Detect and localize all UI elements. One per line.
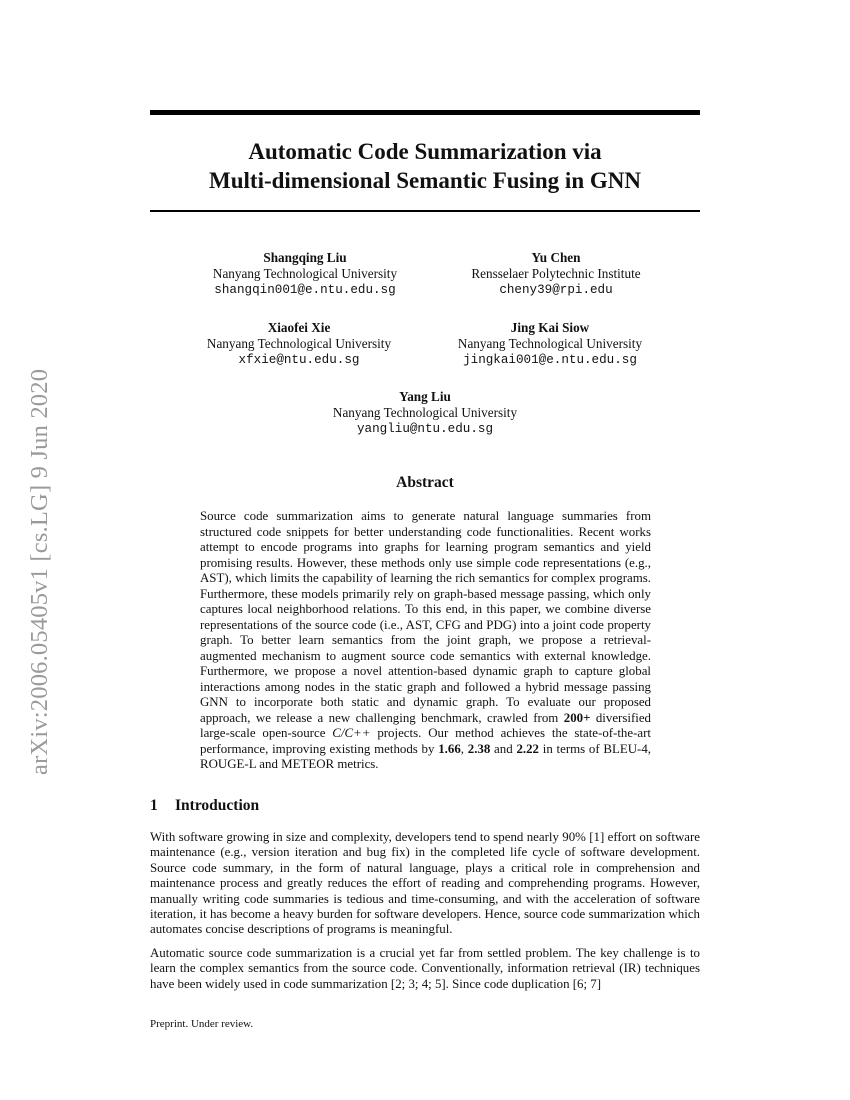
author-name: Xiaofei Xie — [267, 320, 331, 335]
abstract-text: projects. Our method achieves the state-of-the-art performance, improving existing methods by — [200, 726, 651, 756]
author-affiliation: Nanyang Technological University — [457, 336, 643, 351]
author-email[interactable]: yangliu@ntu.edu.sg — [356, 422, 494, 436]
author-name: Yang Liu — [399, 389, 451, 404]
intro-paragraph: With software growing in size and complexity, developers tend to spend nearly 90% [1] effort on software maintenance (e.g., version iteration and bug fix) in the completed life cycle of software development. Source code summary, in the form of natural language, plays a critical role in comprehension and maintenance process and greatly reduces the effort of reading and comprehending programs. However, manually writing code summaries is tedious and time-consuming, and with the acceleration of software iteration, it has become a heavy burden for software developers. Hence, source code summarization which automates concise descriptions of programs is meaningful. — [150, 830, 700, 937]
section-number: 1 — [150, 797, 158, 814]
project-count: 200+ — [563, 710, 591, 725]
section-heading — [150, 797, 259, 815]
author-name: Yu Chen — [531, 250, 581, 265]
title-line-2: Multi-dimensional Semantic Fusing in GNN — [209, 168, 641, 193]
author-name: Shangqing Liu — [263, 250, 347, 265]
author-email[interactable]: shangqin001@e.ntu.edu.sg — [214, 283, 396, 297]
title-rule-bottom — [150, 210, 700, 212]
author-email[interactable]: xfxie@ntu.edu.sg — [238, 353, 360, 367]
author-affiliation: Nanyang Technological University — [212, 266, 398, 281]
author-affiliation: Nanyang Technological University — [206, 336, 392, 351]
intro-paragraph: Automatic source code summarization is a crucial yet far from settled problem. The key challenge is to learn the complex semantics from the source code. Conventionally, information retrieval (IR) techniques have been widely used in code summarization [2; 3; 4; 5]. Since code duplication [6; 7] — [150, 946, 700, 991]
rouge-improvement: 2.38 — [467, 741, 491, 756]
abstract-heading: Abstract — [396, 474, 454, 491]
author-affiliation: Rensselaer Polytechnic Institute — [471, 266, 641, 281]
author-name: Jing Kai Siow — [510, 320, 590, 335]
abstract-text: in terms of BLEU-4, ROUGE-L and METEOR metrics. — [200, 741, 652, 771]
footer-note: Preprint. Under review. — [150, 1018, 254, 1030]
title-line-1: Automatic Code Summarization via — [248, 139, 602, 164]
author-email[interactable]: jingkai001@e.ntu.edu.sg — [463, 353, 637, 367]
abstract-text: , — [460, 741, 468, 756]
author-email[interactable]: cheny39@rpi.edu — [499, 283, 613, 297]
abstract-body — [200, 509, 651, 773]
author-block — [275, 389, 575, 437]
author-block — [400, 320, 700, 368]
language-name: C/C++ — [332, 726, 371, 740]
section-title: Introduction — [175, 797, 260, 814]
author-block — [406, 250, 706, 298]
arxiv-watermark: arXiv:2006.05405v1 [cs.LG] 9 Jun 2020 — [26, 368, 53, 775]
abstract-text: diversified large-scale open-source — [200, 710, 651, 740]
author-affiliation: Nanyang Technological University — [332, 405, 518, 420]
title-rule-top — [150, 110, 700, 115]
meteor-improvement: 2.22 — [516, 741, 539, 756]
paper-title — [150, 137, 700, 195]
abstract-text: Source code summarization aims to generate natural language summaries from structured code snippets for better understanding code functionalities. Recent works attempt to encode programs into graphs for learning program semantics and yield promising results. However, these methods only use simple code representations (e.g., AST), which limits the capability of learning the rich semantics for complex programs. Furthermore, these models primarily rely on graph-based message passing, which only captures local neighborhood relations. To this end, in this paper, we combine diverse representations of the source code (i.e., AST, CFG and PDG) into a joint code property graph. To better learn semantics from the joint graph, we propose a retrieval-augmented mechanism to augment source code semantics with external knowledge. Furthermore, we propose a novel attention-based dynamic graph to capture global interactions among nodes in the static graph and followed a hybrid message passing GNN to incorporate both static and dynamic graph. To evaluate our proposed approach, we release a new challenging benchmark, crawled from — [200, 509, 651, 725]
bleu-improvement: 1.66 — [438, 741, 461, 756]
abstract-text: and — [490, 741, 517, 756]
